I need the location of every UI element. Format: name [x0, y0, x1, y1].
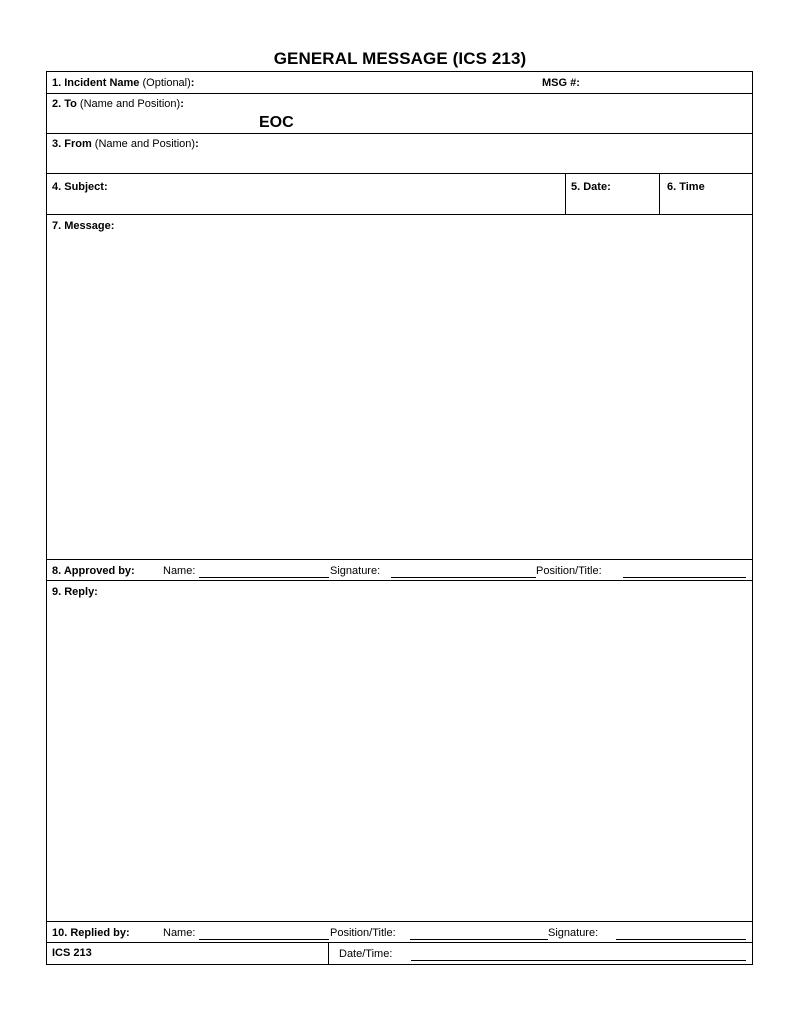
approved-row — [47, 560, 752, 581]
to-label: 2. To (Name and Position): — [52, 98, 184, 110]
replied-name-label: Name: — [163, 927, 196, 939]
approved-signature-field[interactable] — [391, 577, 536, 578]
replied-signature-field[interactable] — [616, 939, 746, 940]
date-divider — [659, 174, 660, 214]
date-label: 5. Date: — [571, 181, 611, 193]
incident-name-label: 1. Incident Name (Optional): — [52, 77, 195, 89]
approved-name-label: Name: — [163, 565, 196, 577]
subject-label: 4. Subject: — [52, 181, 108, 193]
approved-position-field[interactable] — [623, 577, 746, 578]
approved-name-field[interactable] — [199, 577, 329, 578]
footer-divider — [328, 943, 329, 964]
date-time-field[interactable] — [411, 960, 746, 961]
footer-row — [47, 943, 752, 964]
to-value: EOC — [259, 114, 294, 131]
approved-signature-label: Signature: — [330, 565, 381, 577]
replied-signature-label: Signature: — [548, 927, 599, 939]
message-row[interactable] — [47, 215, 752, 560]
subject-row — [47, 174, 752, 215]
form-code: ICS 213 — [52, 947, 92, 959]
reply-label: 9. Reply: — [52, 586, 98, 598]
replied-position-field[interactable] — [410, 939, 548, 940]
ics-213-form — [46, 71, 753, 965]
from-label: 3. From (Name and Position): — [52, 138, 199, 150]
replied-row — [47, 922, 752, 943]
subject-divider — [565, 174, 566, 214]
date-time-label: Date/Time: — [339, 948, 393, 960]
to-row[interactable] — [47, 94, 752, 134]
approved-position-label: Position/Title: — [536, 565, 602, 577]
replied-label: 10. Replied by: — [52, 927, 130, 939]
message-label: 7. Message: — [52, 220, 115, 232]
incident-name-row[interactable] — [47, 72, 752, 94]
from-row[interactable] — [47, 134, 752, 174]
approved-label: 8. Approved by: — [52, 565, 135, 577]
reply-row[interactable] — [47, 581, 752, 922]
replied-name-field[interactable] — [199, 939, 329, 940]
msg-number-label: MSG #: — [542, 77, 580, 89]
form-title: GENERAL MESSAGE (ICS 213) — [273, 49, 527, 68]
replied-position-label: Position/Title: — [330, 927, 396, 939]
time-label: 6. Time — [667, 181, 705, 193]
